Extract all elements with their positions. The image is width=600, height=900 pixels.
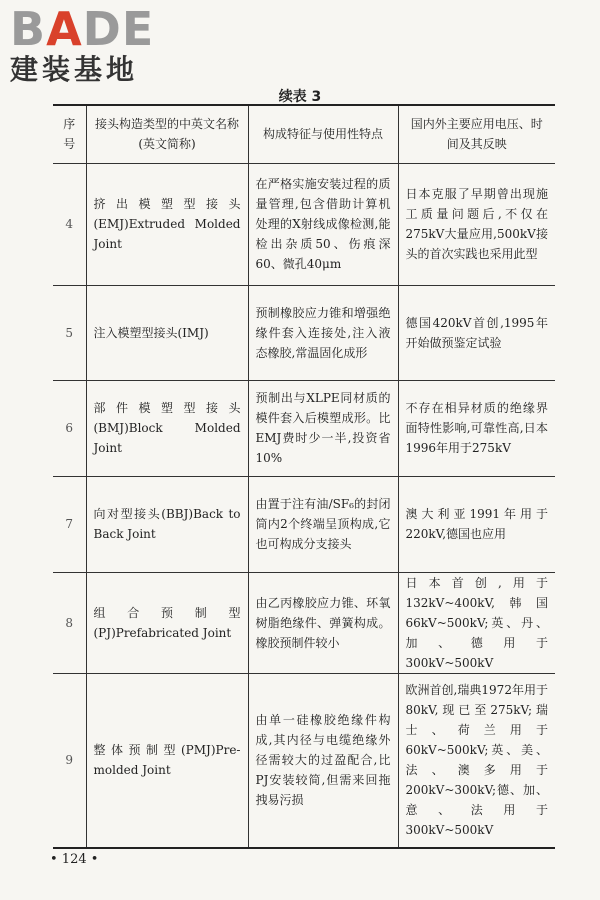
row-application: 日本克服了早期曾出现施工质量问题后,不仅在275kV大量应用,500kV接头的首次实践也采用此型 bbox=[398, 163, 555, 285]
row-application: 欧洲首创,瑞典1972年用于80kV,现已至275kV;瑞士、荷兰用于60kV~500kV;英、美、法、澳多用于200kV~300kV;德、加、意、法用于300kV~500kV bbox=[398, 673, 555, 848]
row-feature: 由置于注有油/SF₆的封闭筒内2个终端呈顶构成,它也可构成分支接头 bbox=[248, 476, 398, 572]
header-type: 接头构造类型的中英文名称(英文简称) bbox=[86, 105, 248, 163]
row-no: 4 bbox=[53, 163, 86, 285]
table-row bbox=[53, 163, 555, 285]
page-number: • 124 • bbox=[50, 852, 99, 867]
table-row bbox=[53, 380, 555, 476]
row-no: 5 bbox=[53, 285, 86, 380]
row-feature: 预制出与XLPE同材质的模件套入后模塑成形。比EMJ费时少一半,投资省10% bbox=[248, 380, 398, 476]
logo-subtitle: 建装基地 bbox=[10, 53, 139, 86]
row-type: 部件模塑型接头(BMJ)Block Molded Joint bbox=[86, 380, 248, 476]
row-no: 8 bbox=[53, 572, 86, 673]
row-type: 组合预制型(PJ)Prefabricated Joint bbox=[86, 572, 248, 673]
logo-wordmark: BADE bbox=[10, 2, 155, 56]
row-feature: 在严格实施安装过程的质量管理,包含借助计算机处理的X射线成像检测,能检出杂质50、伤痕深60、微孔40μm bbox=[248, 163, 398, 285]
row-type: 整体预制型(PMJ)Pre-molded Joint bbox=[86, 673, 248, 848]
table-caption: 续表 3 bbox=[278, 89, 322, 105]
row-application: 不存在相异材质的绝缘界面特性影响,可靠性高,日本1996年用于275kV bbox=[398, 380, 555, 476]
table-row bbox=[53, 572, 555, 673]
table-row bbox=[53, 285, 555, 380]
row-feature: 由乙丙橡胶应力锥、环氧树脂绝缘件、弹簧构成。橡胶预制件较小 bbox=[248, 572, 398, 673]
row-feature: 由单一硅橡胶绝缘件构成,其内径与电缆绝缘外径需较大的过盈配合,比PJ安装较简,但需来回拖拽易污损 bbox=[248, 673, 398, 848]
table-header-row bbox=[53, 105, 555, 163]
brand-logo bbox=[10, 2, 175, 90]
joint-types-table bbox=[53, 104, 555, 849]
header-feature: 构成特征与使用性特点 bbox=[248, 105, 398, 163]
row-no: 7 bbox=[53, 476, 86, 572]
header-application: 国内外主要应用电压、时间及其反映 bbox=[398, 105, 555, 163]
row-application: 澳大利亚1991年用于220kV,德国也应用 bbox=[398, 476, 555, 572]
table-row bbox=[53, 476, 555, 572]
header-no: 序号 bbox=[53, 105, 86, 163]
row-type: 挤出模塑型接头(EMJ)Extruded Molded Joint bbox=[86, 163, 248, 285]
row-application: 德国420kV首创,1995年开始做预鉴定试验 bbox=[398, 285, 555, 380]
row-no: 9 bbox=[53, 673, 86, 848]
row-no: 6 bbox=[53, 380, 86, 476]
table-row bbox=[53, 673, 555, 848]
row-feature: 预制橡胶应力锥和增强绝缘件套入连接处,注入液态橡胶,常温固化成形 bbox=[248, 285, 398, 380]
row-application: 日本首创,用于132kV~400kV,韩国66kV~500kV;英、丹、加、德用于300kV~500kV bbox=[398, 572, 555, 673]
row-type: 注入模塑型接头(IMJ) bbox=[86, 285, 248, 380]
row-type: 向对型接头(BBJ)Back to Back Joint bbox=[86, 476, 248, 572]
